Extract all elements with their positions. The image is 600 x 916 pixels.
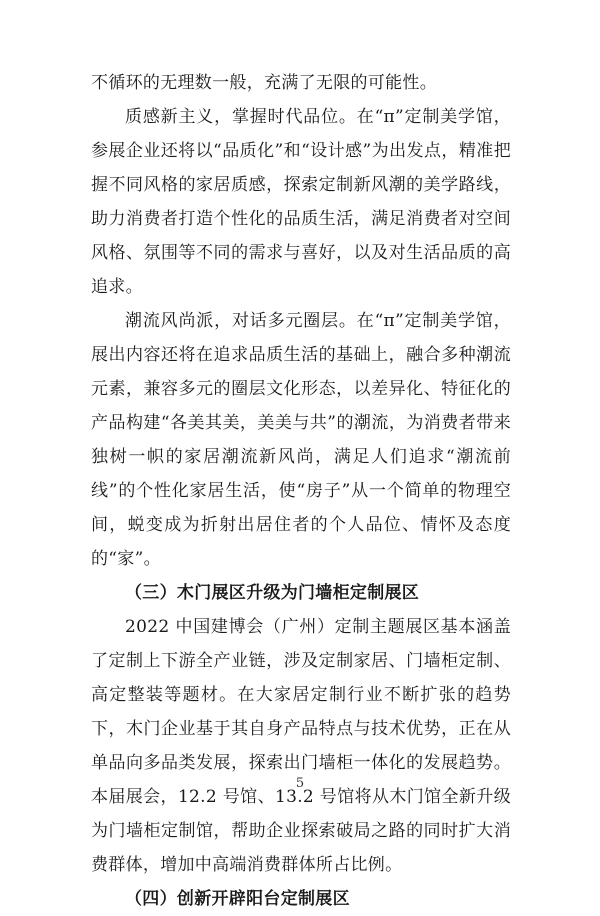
section-heading-4: （四）创新开辟阳台定制展区	[125, 889, 350, 909]
paragraph-continued: 不循环的无理数一般，充满了无限的可能性。	[91, 73, 437, 93]
paragraph-wooden-door: 2022 中国建博会（广州）定制主题展区基本涵盖了定制上下游全产业链，涉及定制家居、门墙柜定制、高定整装等题材。在大家居定制行业不断扩张的趋势下，木门企业基于其自身产品特点与技术优势，正在从单品向多品类发展，探索出门墙柜一体化的发展趋势。本届展会，12.2 号馆、13.2 号馆将从木门馆全新升级为门墙柜定制馆，帮助企业探索破局之路的同时扩大消费群体，增加中高端消费群体所占比例。	[91, 617, 511, 875]
paragraph-trend: 潮流风尚派，对话多元圈层。在“π”定制美学馆，展出内容还将在追求品质生活的基础上，融合多种潮流元素，兼容多元的圈层文化形态，以差异化、特征化的产品构建“各美其美，美美与共”的潮流，为消费者带来独树一帜的家居潮流新风尚，满足人们追求“潮流前线”的个性化家居生活，使“房子”从一个简单的物理空间，蜕变成为折射出居住者的个人品位、情怀及态度的“家”。	[91, 311, 511, 569]
paragraph-texture: 质感新主义，掌握时代品位。在“π”定制美学馆，参展企业还将以“品质化”和“设计感”为出发点，精准把握不同风格的家居质感，探索定制新风潮的美学路线，助力消费者打造个性化的品质生活，满足消费者对空间风格、氛围等不同的需求与喜好，以及对生活品质的高追求。	[91, 107, 511, 297]
section-heading-3: （三）木门展区升级为门墙柜定制展区	[125, 583, 420, 603]
page-number: 5	[295, 776, 305, 791]
